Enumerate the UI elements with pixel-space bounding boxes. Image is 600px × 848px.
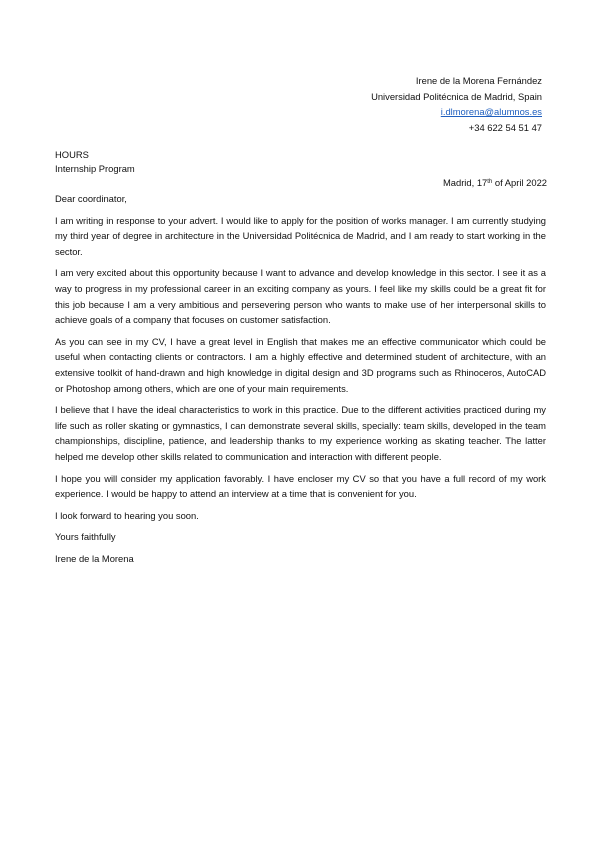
closing: Yours faithfully	[55, 531, 116, 543]
letter-body	[55, 191, 546, 572]
date-suffix: th	[487, 179, 493, 185]
sender-block	[371, 73, 542, 135]
date-rest: of April 2022	[492, 177, 547, 188]
sender-university: Universidad Politécnica de Madrid, Spain	[371, 90, 542, 102]
recipient-line-2: Internship Program	[55, 163, 135, 174]
paragraph-1: I am writing in response to your advert. I would like to apply for the position of works manager. I am currently studying my third year of degree in architecture in the Universidad Politécnica de Madrid, and I am ready to start working in the sector.	[55, 214, 546, 257]
sender-phone: +34 622 54 51 47	[468, 121, 542, 133]
recipient-block	[55, 148, 135, 176]
paragraph-5: I hope you will consider my application favorably. I have encloser my CV so that you have a full record of my work experience. I would be happy to attend an interview at a time that is convenient for you.	[55, 472, 546, 500]
greeting: Dear coordinator,	[55, 193, 127, 204]
sender-name: Irene de la Morena Fernández	[415, 75, 542, 86]
sender-email-link[interactable]: i.dlmorena@alumnos.es	[440, 106, 542, 117]
paragraph-2: I am very excited about this opportunity because I want to advance and develop knowledge in this sector. I see it as a way to progress in my professional career in an exciting company as yours. I feel like my skills could be a great fit for this job because I am a very ambitious and persevering person who wants to make use of her interpersonal skills to achieve goals of a company that focuses on customer satisfaction.	[55, 267, 546, 326]
paragraph-3: As you can see in my CV, I have a great level in English that makes me an effective communicator which could be useful when contacting clients or contractors. I am a highly effective and determined student of architecture, with an extensive toolkit of hand-drawn and high knowledge in digital design and 3D programs such as Rhinoceros, AutoCAD or Photoshop among others, which are one of your main requirements.	[55, 335, 546, 394]
paragraph-6: I look forward to hearing you soon.	[55, 509, 199, 521]
recipient-line-1: HOURS	[55, 149, 89, 160]
signature: Irene de la Morena	[55, 552, 134, 564]
date-prefix: Madrid, 17	[442, 177, 488, 188]
paragraph-4: I believe that I have the ideal characteristics to work in this practice. Due to the different activities practiced during my life such as roller skating or gymnastics, I can demonstrate several skills, specially: team skills, developed in the team championships, discipline, patience, and leadership thanks to my experience working as skating teacher. The latter helped me develop other skills related to communication and interaction with different people.	[55, 404, 546, 462]
letter-date	[443, 176, 547, 189]
